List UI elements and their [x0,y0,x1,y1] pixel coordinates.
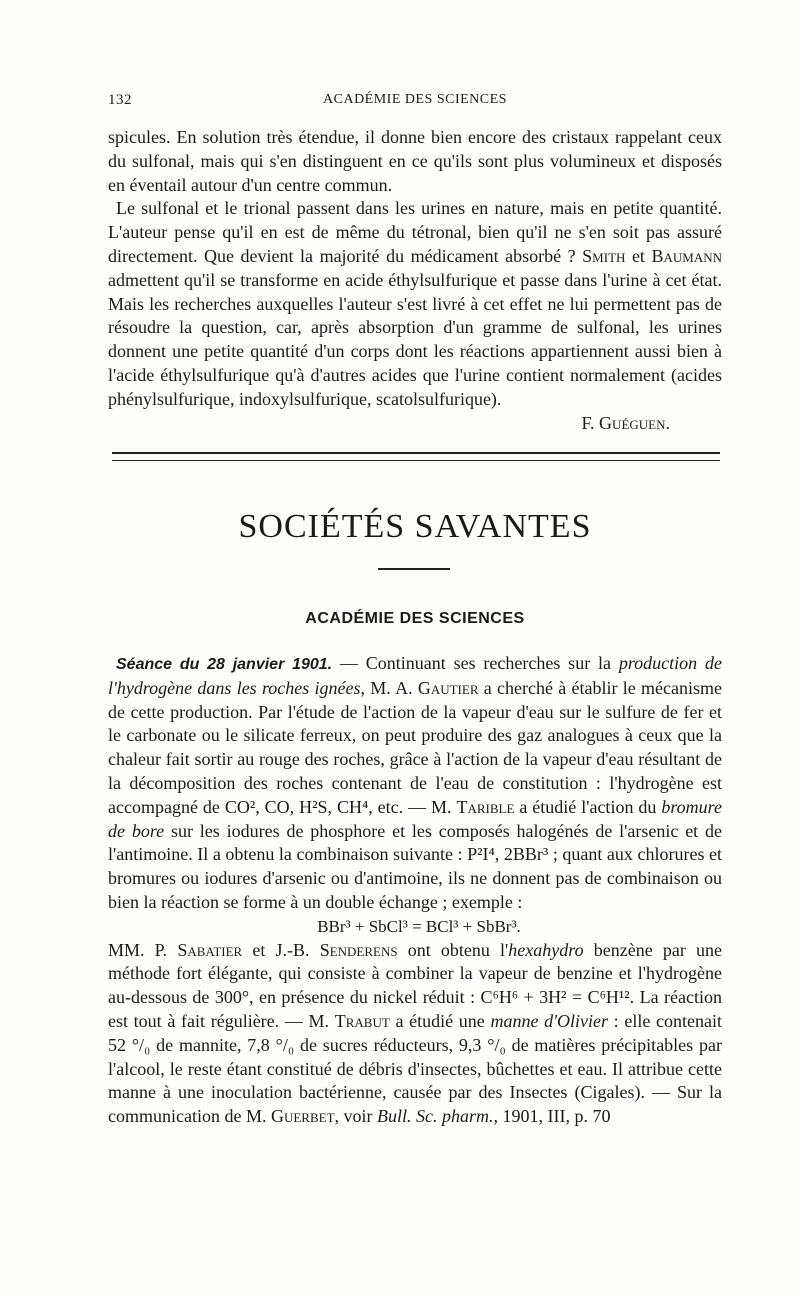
seance-paragraph-2 [108,939,722,1129]
author-sabatier: Sabatier [177,939,243,960]
author-tarible: Tarible [456,796,515,817]
seance-text-block [108,652,722,1129]
running-title: ACADÉMIE DES SCIENCES [323,92,507,107]
seance-text-7: et J.-B. [242,939,320,960]
seance-text-11: : elle contenait 52 °/₀ de mannite, 7,8 °/₀ de sucres réducteurs, 9,3 °/₀ de matières précipitables par l'alcool, le reste étant constitué de débris d'insectes, bûchettes et eau. Il attribue cette manne à une inoculation bactérienne, causée par des Insectes (Cigales). — Sur la communication de M. [108,1010,723,1127]
signature: F. Guéguen. [581,412,670,433]
paragraph-2 [108,197,722,411]
subsection-heading: ACADÉMIE DES SCIENCES [305,610,525,627]
seance-italic-3: hexahydro [508,939,584,960]
seance-text-6: MM. P. [108,939,178,960]
seance-text-13: , 1901, III, p. 70 [493,1106,611,1127]
seance-italic-4: manne d'Olivier [490,1010,608,1031]
author-baumann: Baumann [651,245,722,266]
seance-text-3: a cherché à établir le mécanisme de cette production. Par l'étude de l'action de la vapeur d'eau sur le sulfure de fer et le carbonate ou le silicate ferreux, on peut produire des gaz analogues à ceux que la chaleur fait sortir au rouge des roches, grâce à l'action de la vapeur d'eau résultant de la décomposition des roches contenant de l'eau de constitution : l'hydrogène est accompagné de CO², CO, H²S, CH⁴, etc. — M. [108,677,722,817]
author-trabut: Trabut [334,1010,390,1031]
author-guerbet: Guerbet [270,1106,335,1127]
seance-paragraph-1 [108,652,722,915]
paragraph-2-text-b: et [625,245,652,266]
seance-italic-2: bromure de bore [108,796,722,841]
author-smith: Smith [582,245,626,266]
section-divider-thick [112,452,720,454]
author-gautier: Gautier [417,677,479,698]
seance-text-10: a étudié une [389,1010,491,1031]
seance-text-2: , M. A. [360,677,418,698]
seance-text-1: — Continuant ses recherches sur la [332,653,619,673]
seance-text-9: benzène par une méthode fort élégante, qui consiste à combiner la vapeur de benzine et l'hydrogène au-dessous de 300°, en présence du nickel réduit : C⁶H⁶ + 3H² = C⁶H¹². La réaction est tout à fait régulière. — M. [108,939,722,1031]
seance-italic-1: production de l'hydrogène dans les roches ignées [108,653,722,698]
paragraph-2-text-a: Le sulfonal et le trional passent dans les urines en nature, mais en petite quantité. L'auteur pense qu'il en est de même du tétronal, bien qu'il ne s'en soit pas assuré directement. Que devient la majorité du médicament absorbé ? [108,198,722,266]
section-divider-thin [112,460,720,461]
chemical-formula: BBr³ + SbCl³ = BCl³ + SbBr³. [317,916,521,936]
author-senderens: Senderens [319,939,398,960]
paragraph-2-text-c: admettent qu'il se transforme en acide éthylsulfurique et passe dans l'urine à cet état. Mais les recherches auxquelles l'auteur s'est livré à cet effet ne lui permettent pas de résoudre la question, car, après absorption d'un gramme de sulfonal, les urines donnent une petite quantité d'un corps dont les réactions appartiennent aussi bien à l'acide éthylsulfurique qu'à d'autres acides que l'urine contient normalement (acides phénylsulfurique, indoxylsulfurique, scatolsulfurique). [108,269,722,409]
seance-text-5: sur les iodures de phosphore et les composés halogénés de l'arsenic et de l'antimoine. Il a obtenu la combinaison suivante : P²I⁴, 2BBr³ ; quant aux chlorures et bromures ou iodures d'arsenic ou d'antimoine, ils ne donnent pas de combinaison ou bien la réaction se forme à un double échange ; exemple : [108,820,722,912]
page-number: 132 [108,92,132,108]
seance-text-8: ont obtenu l' [397,939,509,960]
heading-underline [378,568,450,570]
seance-text-4: a étudié l'action du [514,796,662,817]
seance-italic-5: Bull. Sc. pharm. [377,1106,494,1127]
section-heading: SOCIÉTÉS SAVANTES [238,508,592,545]
seance-text-12: , voir [334,1106,378,1127]
top-text-block [108,126,722,435]
seance-date: Séance du 28 janvier 1901. [116,656,333,673]
paragraph-1: spicules. En solution très étendue, il donne bien encore des cristaux rappelant ceux du sulfonal, mais qui s'en distinguent en ce qu'ils sont plus volumineux et disposés en éventail autour d'un centre commun. [108,127,722,195]
